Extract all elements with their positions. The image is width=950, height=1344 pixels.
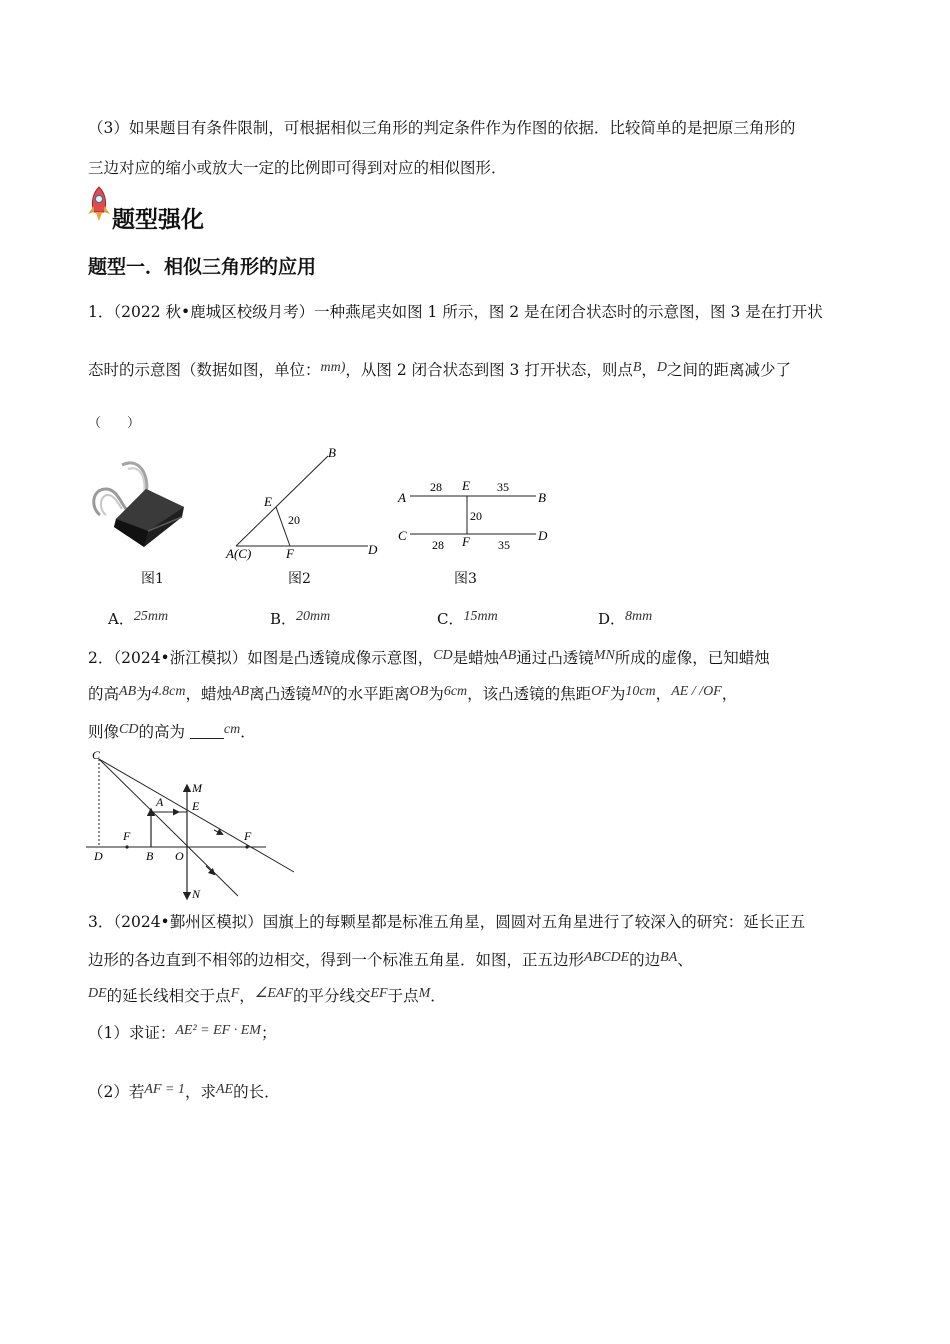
answer-parentheses: （ ）	[88, 416, 141, 431]
lens-label-F-right: F	[244, 829, 252, 843]
lens-label-C: C	[92, 748, 101, 762]
q2-line-2: 的高AB为4.8cm，蜡烛AB离凸透镜MN的水平距离OB为6cm，该凸透镜的焦距OF为10cm，AE / /OF，	[88, 684, 738, 703]
fig3-label-F: F	[462, 534, 470, 549]
binder-clip-image	[86, 455, 188, 555]
fig3-length-CF: 28	[432, 538, 444, 552]
fig3-length-AE: 28	[430, 480, 442, 494]
fig2-label-F: F	[286, 546, 294, 561]
fig3-length-EF: 20	[470, 509, 482, 523]
figure-2-diagram	[222, 442, 382, 567]
lens-label-B: B	[146, 849, 154, 863]
q3-line-1: 3．（2024•鄞州区模拟）国旗上的每颗星都是标准五角星，圆圆对五角星进行了较深入的研究：延长正五	[88, 913, 806, 931]
option-d[interactable]: D．8mm	[598, 609, 653, 628]
fig3-label-E: E	[462, 478, 470, 493]
fig3-label-D: D	[538, 528, 548, 543]
q3-part-2: （2）若AF = 1，求AE的长．	[88, 1082, 280, 1101]
fig2-caption: 图2	[288, 571, 311, 587]
option-b[interactable]: B．20mm	[270, 609, 331, 628]
rocket-icon	[86, 186, 112, 222]
option-a[interactable]: A．25mm	[108, 609, 169, 628]
fig1-caption: 图1	[141, 571, 164, 587]
fig3-caption: 图3	[454, 571, 477, 587]
lens-label-M: M	[192, 781, 202, 795]
q3-part-1: （1）求证：AE² = EF · EM；	[88, 1023, 277, 1042]
q3-line-2: 边形的各边直到不相邻的边相交，得到一个标准五角星．如图，正五边形ABCDE的边BA、	[88, 950, 693, 969]
lens-label-O: O	[175, 849, 184, 863]
fig3-length-FD: 35	[498, 538, 510, 552]
note-line-2: 三边对应的缩小或放大一定的比例即可得到对应的相似图形．	[88, 159, 507, 177]
option-c[interactable]: C．15mm	[437, 609, 498, 628]
fig3-label-C: C	[398, 528, 407, 543]
q3-line-3: DE的延长线相交于点F，∠EAF的平分线交EF于点M．	[88, 986, 446, 1005]
fig3-length-EB: 35	[497, 480, 509, 494]
q2-line-3: 则像CD的高为 cm．	[88, 722, 256, 741]
fig3-label-B: B	[538, 490, 546, 505]
fig2-length-label: 20	[288, 513, 300, 527]
lens-label-D: D	[94, 849, 103, 863]
note-line-1: （3）如果题目有条件限制，可根据相似三角形的判定条件作为作图的依据．比较简单的是把原三角形的	[88, 119, 796, 137]
fig2-label-E: E	[264, 494, 272, 509]
fig2-label-D: D	[368, 542, 378, 557]
lens-label-A: A	[156, 795, 164, 809]
answer-blank[interactable]	[190, 724, 224, 739]
fig3-label-A: A	[398, 490, 406, 505]
fig2-label-AC: A(C)	[226, 546, 252, 561]
q2-line-1: 2．（2024•浙江模拟）如图是凸透镜成像示意图，CD是蜡烛AB通过凸透镜MN所成的虚像，已知蜡烛	[88, 648, 770, 667]
lens-diagram	[86, 746, 300, 904]
q1-line-1: 1．（2022 秋•鹿城区校级月考）一种燕尾夹如图 1 所示，图 2 是在闭合状态时的示意图，图 3 是在打开状	[88, 303, 823, 321]
q1-line-2: 态时的示意图（数据如图，单位：mm)，从图 2 闭合状态到图 3 打开状态，则点B，D之间的距离减少了	[88, 360, 792, 379]
subsection-title: 题型一．相似三角形的应用	[88, 256, 317, 278]
figure-3-diagram	[392, 476, 560, 556]
lens-label-N: N	[192, 887, 201, 901]
section-title: 题型强化	[112, 206, 204, 233]
lens-label-F-left: F	[123, 829, 131, 843]
lens-label-E: E	[192, 799, 200, 813]
fig2-label-B: B	[328, 445, 336, 460]
